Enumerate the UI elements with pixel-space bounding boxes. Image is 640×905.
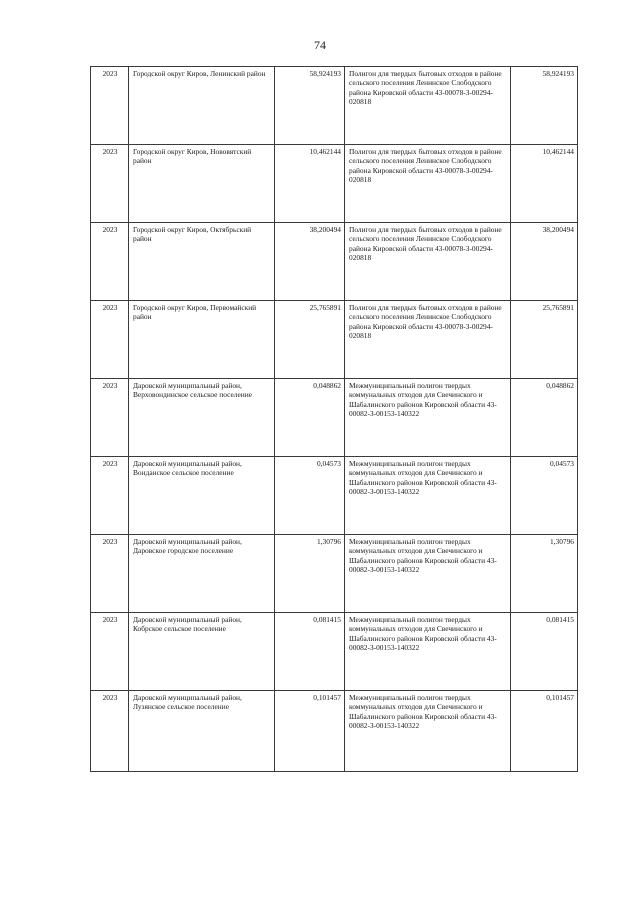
year-cell: 2023 bbox=[91, 379, 129, 457]
mass-cell: 25,765891 bbox=[275, 301, 345, 379]
mass-out-cell: 0,04573 bbox=[511, 457, 578, 535]
mass-out-cell: 0,101457 bbox=[511, 691, 578, 772]
mass-out-cell: 0,048862 bbox=[511, 379, 578, 457]
area-cell: Даровской муниципальный район, Даровское городское поселение bbox=[129, 535, 275, 613]
table-row bbox=[91, 457, 578, 535]
table-row bbox=[91, 67, 578, 145]
year-cell: 2023 bbox=[91, 145, 129, 223]
mass-out-cell: 10,462144 bbox=[511, 145, 578, 223]
waste-flow-table bbox=[90, 66, 578, 772]
mass-cell: 58,924193 bbox=[275, 67, 345, 145]
mass-cell: 10,462144 bbox=[275, 145, 345, 223]
disposal-site-cell: Полигон для твердых бытовых отходов в районе сельского поселения Ленинское Слободского района Кировской области 43-00078-З-00294-020818 bbox=[345, 223, 511, 301]
mass-cell: 0,101457 bbox=[275, 691, 345, 772]
mass-cell: 0,04573 bbox=[275, 457, 345, 535]
year-cell: 2023 bbox=[91, 457, 129, 535]
table-row bbox=[91, 535, 578, 613]
table-row bbox=[91, 223, 578, 301]
year-cell: 2023 bbox=[91, 535, 129, 613]
area-cell: Даровской муниципальный район, Лузянское сельское поселение bbox=[129, 691, 275, 772]
page-number: 74 bbox=[314, 38, 326, 52]
mass-out-cell: 25,765891 bbox=[511, 301, 578, 379]
mass-out-cell: 38,200494 bbox=[511, 223, 578, 301]
disposal-site-cell: Полигон для твердых бытовых отходов в районе сельского поселения Ленинское Слободского района Кировской области 43-00078-З-00294-020818 bbox=[345, 301, 511, 379]
table-row bbox=[91, 379, 578, 457]
disposal-site-cell: Межмуниципальный полигон твердых коммунальных отходов для Свечинского и Шабалинского районов Кировской области 43-00082-З-00153-140322 bbox=[345, 691, 511, 772]
year-cell: 2023 bbox=[91, 301, 129, 379]
disposal-site-cell: Межмуниципальный полигон твердых коммунальных отходов для Свечинского и Шабалинского районов Кировской области 43-00082-З-00153-140322 bbox=[345, 379, 511, 457]
table-row bbox=[91, 691, 578, 772]
area-cell: Городской округ Киров, Ленинский район bbox=[129, 67, 275, 145]
mass-cell: 0,048862 bbox=[275, 379, 345, 457]
area-cell: Городской округ Киров, Первомайский район bbox=[129, 301, 275, 379]
area-cell: Даровской муниципальный район, Вонданское сельское поселение bbox=[129, 457, 275, 535]
disposal-site-cell: Полигон для твердых бытовых отходов в районе сельского поселения Ленинское Слободского района Кировской области 43-00078-З-00294-020818 bbox=[345, 145, 511, 223]
disposal-site-cell: Межмуниципальный полигон твердых коммунальных отходов для Свечинского и Шабалинского районов Кировской области 43-00082-З-00153-140322 bbox=[345, 535, 511, 613]
mass-cell: 1,30796 bbox=[275, 535, 345, 613]
disposal-site-cell: Межмуниципальный полигон твердых коммунальных отходов для Свечинского и Шабалинского районов Кировской области 43-00082-З-00153-140322 bbox=[345, 457, 511, 535]
year-cell: 2023 bbox=[91, 67, 129, 145]
table-row bbox=[91, 145, 578, 223]
table-row bbox=[91, 613, 578, 691]
year-cell: 2023 bbox=[91, 691, 129, 772]
disposal-site-cell: Полигон для твердых бытовых отходов в районе сельского поселения Ленинское Слободского района Кировской области 43-00078-З-00294-020818 bbox=[345, 67, 511, 145]
year-cell: 2023 bbox=[91, 613, 129, 691]
area-cell: Городской округ Киров, Октябрьский район bbox=[129, 223, 275, 301]
mass-cell: 0,081415 bbox=[275, 613, 345, 691]
area-cell: Даровской муниципальный район, Верховондинское сельское поселение bbox=[129, 379, 275, 457]
mass-out-cell: 1,30796 bbox=[511, 535, 578, 613]
mass-cell: 38,200494 bbox=[275, 223, 345, 301]
year-cell: 2023 bbox=[91, 223, 129, 301]
mass-out-cell: 58,924193 bbox=[511, 67, 578, 145]
table-row bbox=[91, 301, 578, 379]
mass-out-cell: 0,081415 bbox=[511, 613, 578, 691]
area-cell: Даровской муниципальный район, Кобрское сельское поселение bbox=[129, 613, 275, 691]
disposal-site-cell: Межмуниципальный полигон твердых коммунальных отходов для Свечинского и Шабалинского районов Кировской области 43-00082-З-00153-140322 bbox=[345, 613, 511, 691]
area-cell: Городской округ Киров, Нововятский район bbox=[129, 145, 275, 223]
